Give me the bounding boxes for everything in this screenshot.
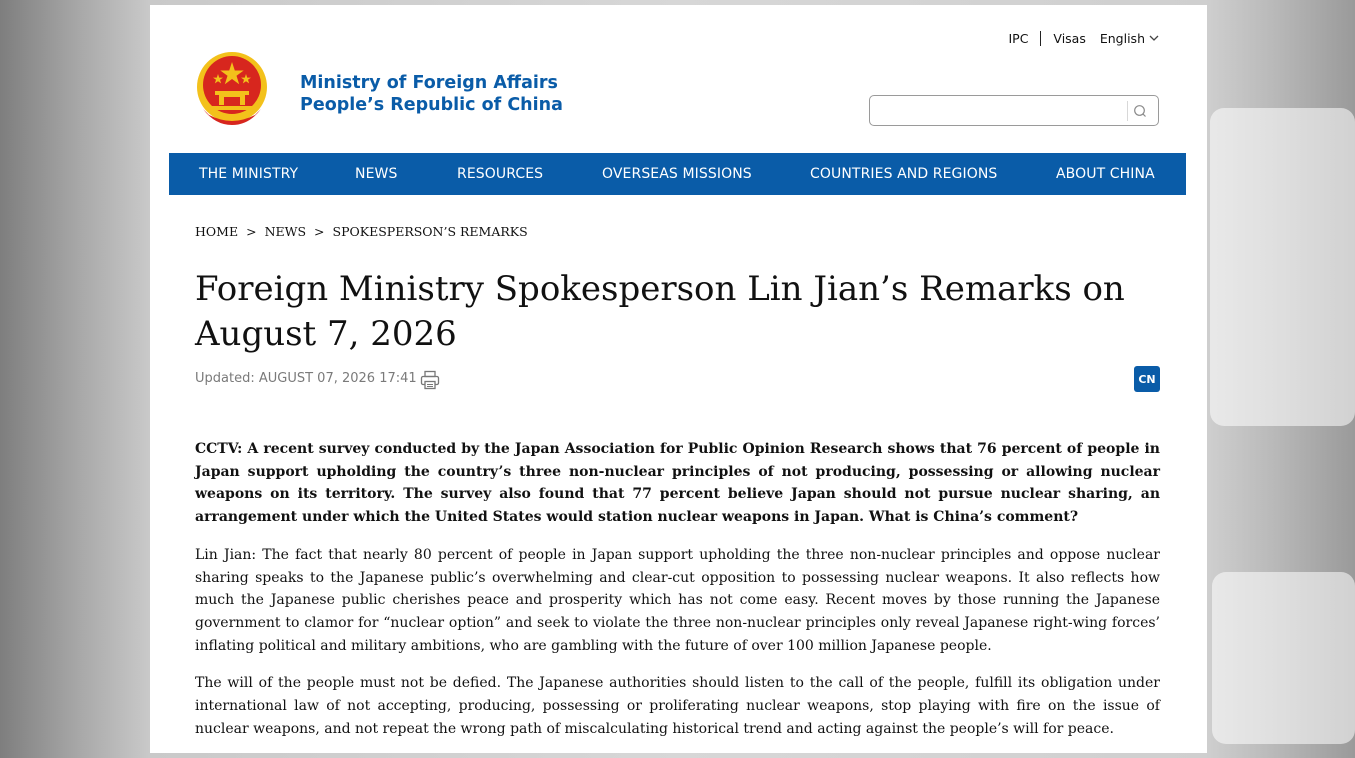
background-panel-right-top: [1210, 108, 1355, 426]
nav-about-china[interactable]: ABOUT CHINA: [1056, 166, 1155, 182]
visas-link[interactable]: Visas: [1053, 30, 1086, 46]
nav-overseas-missions[interactable]: OVERSEAS MISSIONS: [602, 166, 752, 182]
article-paragraph-answer: Lin Jian: The fact that nearly 80 percent of people in Japan support upholding the three non-nuclear principles and oppose nuclear sharing speaks to the Japanese public’s overwhelming and clear-cut opposition to possessing nuclear weapons. It also reflects how much the Japanese public cherishes peace and prosperity which has not come easy. Recent moves by those running the Japanese government to clamor for “nuclear option” and seek to violate the three non-nuclear principles only reveal Japanese right-wing forces’ inflating political and military ambitions, who are gambling with the future of over 100 million Japanese people.: [195, 546, 1160, 654]
article-body: [195, 438, 1160, 753]
chevron-down-icon: [1149, 34, 1159, 42]
breadcrumb-news[interactable]: NEWS: [264, 224, 307, 239]
article-paragraph-question: CCTV: A recent survey conducted by the Japan Association for Public Opinion Research shows that 76 percent of people in Japan support upholding the country’s three non-nuclear principles of not producing, possessing or allowing nuclear weapons on its territory. The survey also found that 77 percent believe Japan should not pursue nuclear sharing, an arrangement under which the United States would station nuclear weapons in Japan. What is China’s comment?: [195, 441, 1160, 526]
nav-countries-and-regions[interactable]: COUNTRIES AND REGIONS: [810, 166, 998, 182]
brand-line-1: Ministry of Foreign Affairs: [300, 73, 558, 93]
breadcrumb: [195, 224, 528, 239]
nav-the-ministry[interactable]: THE MINISTRY: [199, 166, 299, 182]
breadcrumb-home[interactable]: HOME: [195, 224, 239, 239]
printer-icon[interactable]: [419, 369, 441, 391]
search-input[interactable]: [876, 100, 1128, 123]
search-box: [869, 95, 1159, 126]
language-label: English: [1099, 30, 1145, 46]
background-panel-right-bottom: [1212, 572, 1355, 744]
top-links-divider: [1040, 31, 1041, 46]
ipc-link[interactable]: IPC: [1008, 30, 1029, 46]
brand-title[interactable]: [300, 72, 563, 116]
breadcrumb-separator: >: [314, 224, 325, 239]
nav-news[interactable]: NEWS: [355, 166, 398, 182]
breadcrumb-current[interactable]: SPOKESPERSON’S REMARKS: [332, 224, 528, 239]
article-paragraph-answer-continued: The will of the people must not be defied. The Japanese authorities should listen to the call of the people, fulfill its obligation under international law of not accepting, producing, possessing or proliferating nuclear weapons, stop playing with fire on the issue of nuclear weapons, and not repeat the wrong path of miscalculating historical trend and acting against the people’s will for peace.: [195, 675, 1160, 737]
search-icon[interactable]: [1133, 104, 1147, 118]
browser-page: [150, 5, 1207, 753]
brand-line-2: People’s Republic of China: [300, 95, 563, 115]
page-title: Foreign Ministry Spokesperson Lin Jian’s Remarks on August 7, 2026: [195, 269, 1125, 354]
search-divider: [1127, 101, 1128, 121]
language-selector[interactable]: [1100, 31, 1159, 46]
main-navigation: [169, 153, 1186, 195]
top-links: [1008, 29, 1159, 47]
national-emblem-icon[interactable]: [195, 47, 269, 127]
updated-timestamp: Updated: AUGUST 07, 2026 17:41: [195, 371, 417, 386]
cn-language-button[interactable]: CN: [1134, 366, 1160, 392]
nav-resources[interactable]: RESOURCES: [457, 166, 544, 182]
breadcrumb-separator: >: [246, 224, 257, 239]
